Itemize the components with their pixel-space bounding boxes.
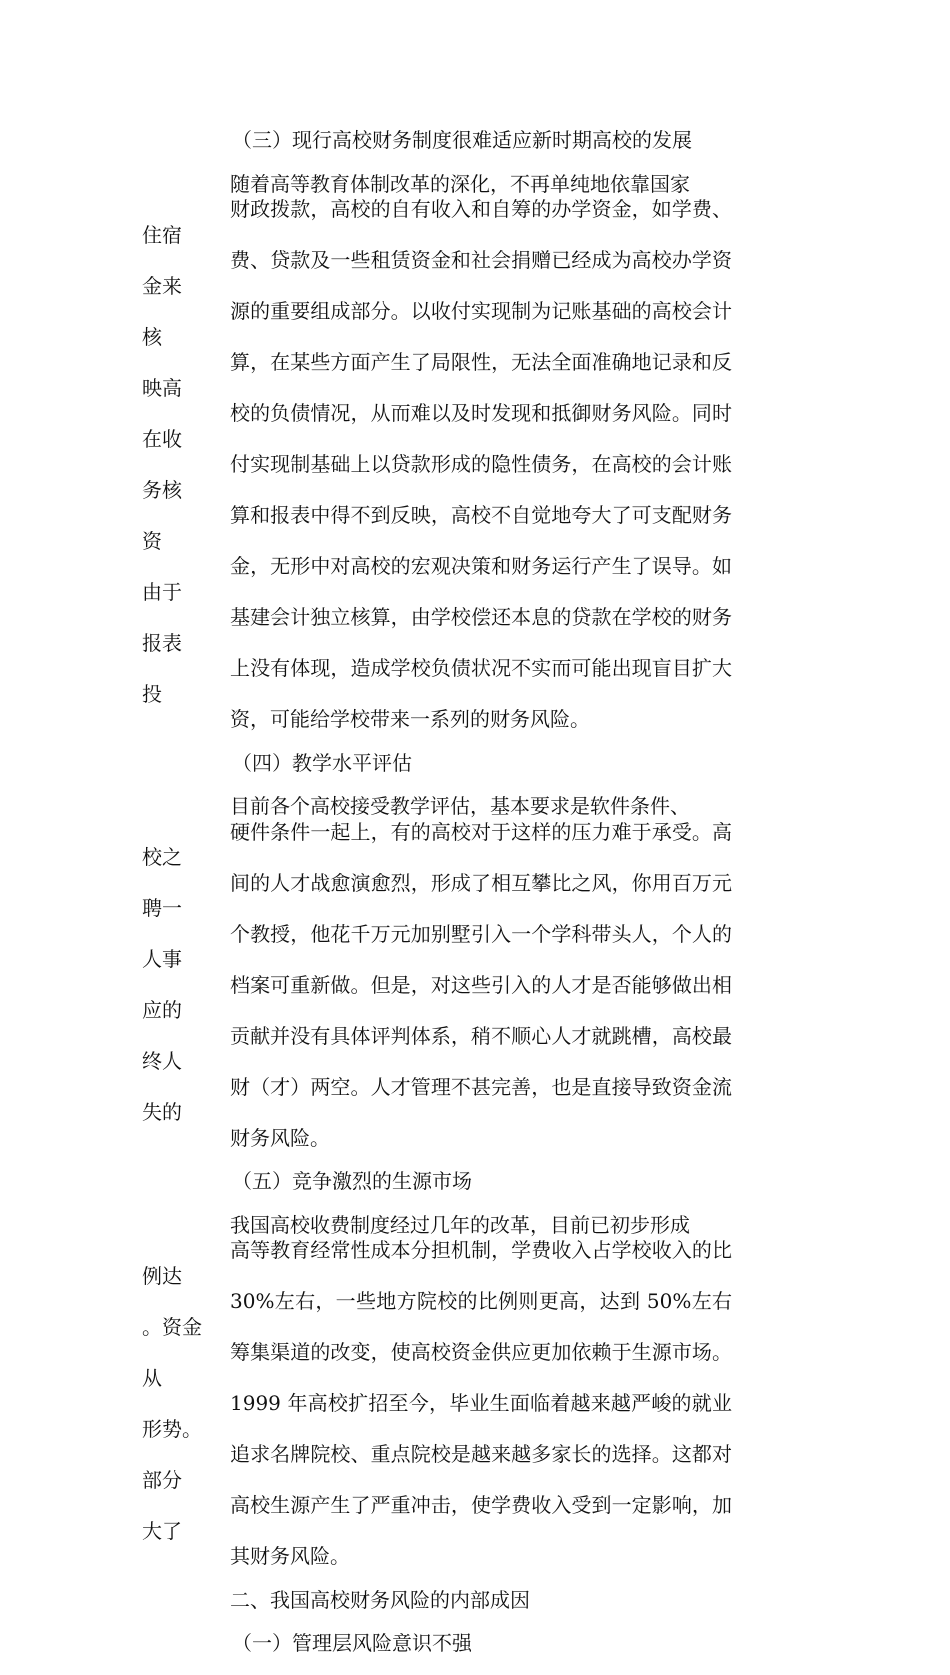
paragraph-line: 上没有体现，造成学校负债状况不实而可能出现盲目扩大投 [142, 656, 732, 706]
paragraph-line: 我国高校收费制度经过几年的改革，目前已初步形成 [230, 1212, 690, 1237]
paragraph [142, 1213, 732, 1570]
paragraph-line: 高校生源产生了严重冲击，使学费收入受到一定影响，加大了 [142, 1493, 732, 1543]
paragraph-line: 追求名牌院校、重点院校是越来越多家长的选择。这都对部分 [142, 1442, 732, 1492]
paragraph-line: 1999 年高校扩招至今，毕业生面临着越来越严峻的就业形势。 [142, 1391, 732, 1441]
paragraph-line: 筹集渠道的改变，使高校资金供应更加依赖于生源市场。从 [142, 1340, 732, 1390]
paragraph-line: 财（才）两空。人才管理不甚完善，也是直接导致资金流失的 [142, 1074, 732, 1124]
paragraph-line: 费、贷款及一些租赁资金和社会捐赠已经成为高校办学资金来 [142, 248, 732, 298]
paragraph-line: 财政拨款，高校的自有收入和自筹的办学资金，如学费、住宿 [142, 197, 732, 247]
paragraph-line: 硬件条件一起上，有的高校对于这样的压力难于承受。高校之 [142, 819, 732, 869]
section-heading-5: （五）竞争激烈的生源市场 [232, 1169, 472, 1193]
paragraph-line: 付实现制基础上以贷款形成的隐性债务，在高校的会计账务核 [142, 452, 732, 502]
paragraph-line: 目前各个高校接受教学评估，基本要求是软件条件、 [230, 794, 690, 818]
section-heading-3: （三）现行高校财务制度很难适应新时期高校的发展 [232, 128, 692, 152]
paragraph-line: 金，无形中对高校的宏观决策和财务运行产生了误导。如由于 [142, 554, 732, 604]
paragraph-line: 个教授，他花千万元加别墅引入一个学科带头人，个人的人事 [142, 921, 732, 971]
paragraph [142, 794, 732, 1151]
paragraph [142, 172, 732, 733]
paragraph-line: 高等教育经常性成本分担机制，学费收入占学校收入的比例达 [142, 1238, 732, 1288]
paragraph-line: 源的重要组成部分。以收付实现制为记账基础的高校会计核 [142, 299, 732, 349]
paragraph-line: 随着高等教育体制改革的深化，不再单纯地依靠国家 [230, 171, 690, 196]
paragraph-line: 算，在某些方面产生了局限性，无法全面准确地记录和反映高 [142, 350, 732, 400]
paragraph-line: 算和报表中得不到反映，高校不自觉地夸大了可支配财务资 [142, 503, 732, 553]
paragraph-line: 贡献并没有具体评判体系，稍不顺心人才就跳槽，高校最终人 [142, 1023, 732, 1073]
chapter-heading: 二、我国高校财务风险的内部成因 [230, 1587, 530, 1612]
paragraph-line: 基建会计独立核算，由学校偿还本息的贷款在学校的财务报表 [142, 605, 732, 655]
paragraph-line: 档案可重新做。但是，对这些引入的人才是否能够做出相应的 [142, 972, 732, 1022]
paragraph-line: 间的人才战愈演愈烈，形成了相互攀比之风，你用百万元聘一 [142, 870, 732, 920]
document-body [142, 128, 732, 1675]
paragraph-line: 财务风险。 [230, 1125, 330, 1150]
paragraph-line: 30%左右，一些地方院校的比例则更高，达到 50%左右。资金 [142, 1289, 732, 1339]
paragraph-line: 其财务风险。 [230, 1544, 350, 1568]
paragraph-line: 校的负债情况，从而难以及时发现和抵御财务风险。同时在收 [142, 401, 732, 451]
paragraph-line: 资，可能给学校带来一系列的财务风险。 [230, 707, 590, 731]
section-heading-1: （一）管理层风险意识不强 [232, 1631, 472, 1655]
section-heading-4: （四）教学水平评估 [232, 750, 412, 775]
